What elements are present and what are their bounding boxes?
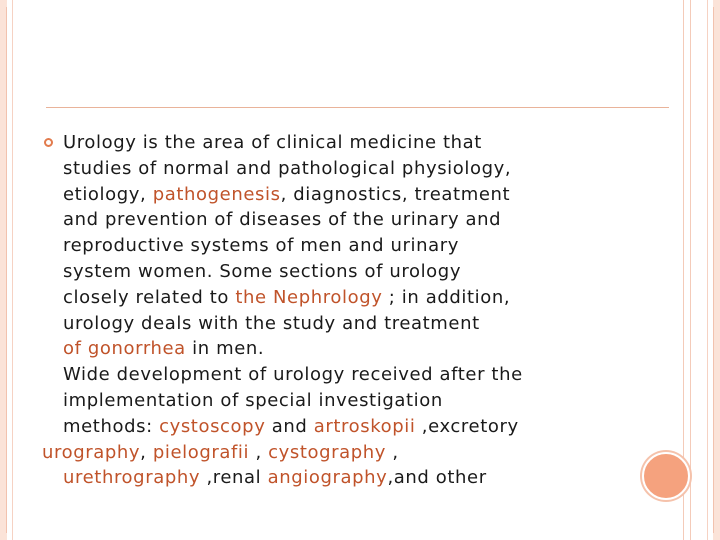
text-run: and xyxy=(265,415,314,437)
text-run: , diagnostics, treatment xyxy=(280,183,511,205)
text-run: Wide development of urology received after the xyxy=(63,364,523,386)
highlight-term: angiography xyxy=(267,467,388,489)
text-run: , xyxy=(386,441,399,463)
text-run: , xyxy=(140,441,153,463)
highlight-term: of gonorrhea xyxy=(63,338,186,360)
text-line xyxy=(42,207,632,233)
text-run: reproductive systems of men and urinary xyxy=(63,235,460,257)
text-run: ,excretory xyxy=(415,415,519,437)
text-run: ,and other xyxy=(387,467,487,489)
right-decor-band xyxy=(713,0,720,540)
text-run: Urology is the area of clinical medicine that xyxy=(63,132,482,153)
highlight-term: urography xyxy=(42,441,141,463)
text-run: system women. Some sections of urology xyxy=(63,260,462,282)
text-line xyxy=(42,285,632,311)
text-run: , xyxy=(249,441,269,463)
text-line xyxy=(42,182,632,208)
text-line xyxy=(42,130,632,156)
highlight-term: urethrography xyxy=(63,467,201,489)
text-line xyxy=(42,156,632,182)
text-line xyxy=(42,465,632,491)
text-run: studies of normal and pathological physiology, xyxy=(63,157,512,179)
text-line xyxy=(42,414,632,440)
highlight-term: pathogenesis xyxy=(152,183,281,205)
text-run: closely related to xyxy=(63,286,236,308)
text-run: ; in addition, xyxy=(382,286,511,308)
text-run: methods: xyxy=(63,415,160,437)
highlight-term: the Nephrology xyxy=(235,286,383,308)
text-line xyxy=(42,233,632,259)
text-run: and prevention of diseases of the urinary and xyxy=(63,209,502,231)
text-line xyxy=(42,440,632,466)
highlight-term: artroskopii xyxy=(313,415,416,437)
decorative-circle xyxy=(642,452,690,500)
text-run: urology deals with the study and treatment xyxy=(63,312,480,334)
text-line xyxy=(42,388,632,414)
text-run: implementation of special investigation xyxy=(63,389,443,411)
text-run: etiology, xyxy=(63,183,153,205)
slide-body-text xyxy=(42,130,632,491)
text-run: ,renal xyxy=(200,467,268,489)
text-run: in men. xyxy=(185,338,265,360)
right-decor-strip xyxy=(683,0,691,540)
highlight-term: pielografii xyxy=(152,441,250,463)
highlight-term: cystoscopy xyxy=(159,415,266,437)
text-line xyxy=(42,362,632,388)
title-divider xyxy=(46,107,669,108)
text-line xyxy=(42,259,632,285)
text-line xyxy=(42,336,632,362)
highlight-term: cystography xyxy=(268,441,387,463)
text-line xyxy=(42,311,632,337)
